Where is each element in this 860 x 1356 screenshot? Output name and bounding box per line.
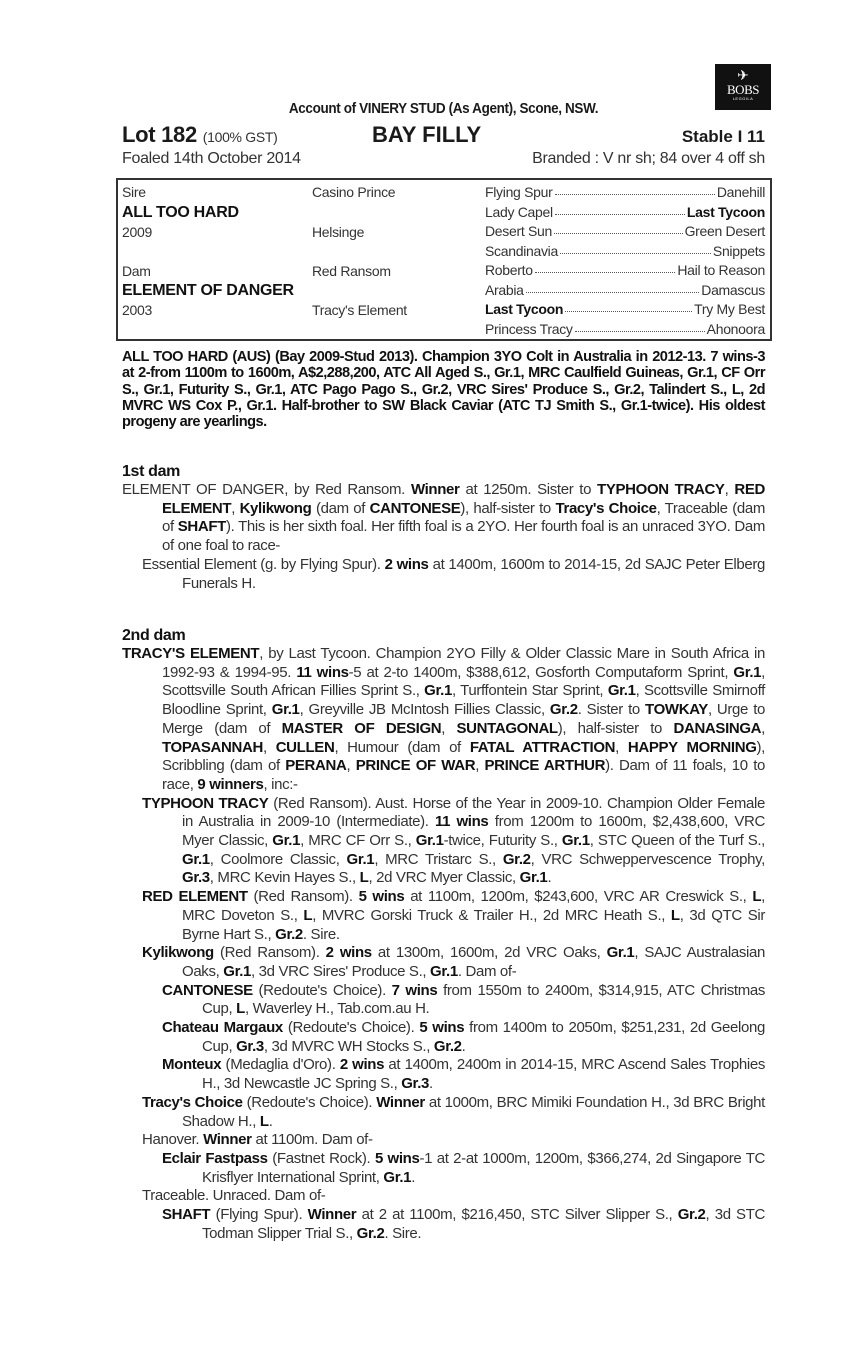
text: , inc:- xyxy=(263,775,298,793)
text: , MRC Doveton S., xyxy=(182,888,765,924)
bold-text: Winner xyxy=(376,1093,425,1111)
bold-text: 9 winners xyxy=(197,775,264,793)
bold-text: CANTONESE xyxy=(162,981,253,999)
text: at 1400m, 1600m to 2014-15, 2d SAJC Peter Elberg Funerals H. xyxy=(182,555,766,592)
text: . Sire. xyxy=(384,1224,422,1242)
bold-text: Gr.1 xyxy=(383,1168,412,1186)
text: , VRC Schweppervescence Trophy, xyxy=(530,850,765,868)
text: (dam of xyxy=(311,499,370,517)
lot-title: BAY FILLY xyxy=(372,122,482,147)
bold-text: SHAFT xyxy=(177,518,226,536)
text: (Medaglia d'Oro). xyxy=(221,1056,340,1074)
text: . xyxy=(429,1075,433,1093)
pedigree-entry xyxy=(122,795,765,889)
bold-text: Gr.2 xyxy=(356,1224,385,1242)
bold-text: TYPHOON TRACY xyxy=(142,794,269,812)
text: ). This is her sixth foal. Her fifth foal is a 2YO. Her fourth foal is an unraced 3YO. Dam of one foal to race- xyxy=(162,518,765,555)
bold-text: Gr.1 xyxy=(607,682,636,700)
pedigree-entry xyxy=(122,645,765,795)
bold-text: Gr.1 xyxy=(430,962,458,980)
bold-text: Tracy's Choice xyxy=(555,499,657,517)
bold-text: Gr.1 xyxy=(223,962,252,980)
bold-text: Gr.1 xyxy=(271,701,300,719)
text: . xyxy=(411,1168,416,1186)
pedigree-entry xyxy=(122,1131,765,1150)
text: . xyxy=(547,869,552,887)
bold-text: DANASINGA xyxy=(673,719,762,737)
text: (Redoute's Choice). xyxy=(252,981,392,999)
stable-number: Stable I 11 xyxy=(681,127,765,146)
bold-text: 5 wins xyxy=(358,888,405,906)
bold-text: RED ELEMENT xyxy=(142,888,248,906)
text: Traceable. Unraced. Dam of- xyxy=(142,1187,326,1205)
text: at 1100m, 1200m, $243,600, VRC AR Creswick S., xyxy=(404,888,753,906)
bold-text: Gr.2 xyxy=(275,925,303,943)
dot-leader xyxy=(555,204,685,215)
text: (Fastnet Rock). xyxy=(267,1149,375,1167)
first-dam-section xyxy=(122,462,765,593)
text: , STC Queen of the Turf S., xyxy=(589,832,766,850)
second-dam-section xyxy=(122,626,765,1244)
pedigree-grandparent-row xyxy=(485,243,765,259)
ancestor-name: Last Tycoon xyxy=(485,301,564,317)
text: at 1000m, BRC Mimiki Foundation H., 3d BRC Bright Shadow H., xyxy=(182,1093,765,1130)
text: ELEMENT OF DANGER, by Red Ransom. xyxy=(122,481,411,498)
bold-text: Gr.3 xyxy=(182,869,210,887)
bold-text: Tracy's Choice xyxy=(142,1093,243,1111)
bold-text: 5 wins xyxy=(419,1019,465,1037)
text: at 1300m, 1600m, 2d VRC Oaks, xyxy=(371,944,607,962)
bold-text: SHAFT xyxy=(162,1206,211,1224)
text: , Waverley H., Tab.com.au H. xyxy=(244,1000,430,1018)
bold-text: 5 wins xyxy=(374,1149,420,1167)
text: , Scottsville South African Fillies Sprint S., xyxy=(162,663,765,700)
bold-text: Gr.1 xyxy=(272,832,301,850)
ancestor-sire: Danehill xyxy=(716,184,765,200)
bold-text: 2 wins xyxy=(384,555,429,573)
ancestor-sire: Hail to Reason xyxy=(677,262,765,278)
bold-text: Gr.1 xyxy=(561,832,590,850)
text: -5 at 2-to 1400m, $388,612, Gosforth Computaform Sprint, xyxy=(348,663,734,681)
bold-text: Gr.2 xyxy=(549,701,578,719)
bold-text: Gr.1 xyxy=(182,850,210,868)
ancestor-name: Scandinavia xyxy=(485,242,558,259)
pedigree-entry xyxy=(122,1019,765,1056)
bold-text: PERANA xyxy=(285,757,347,775)
text: (Redoute's Choice). xyxy=(242,1093,377,1111)
text: , Humour (dam of xyxy=(334,738,470,756)
text: , MRC Tristarc S., xyxy=(374,850,503,868)
bold-text: TOPASANNAH xyxy=(162,738,263,756)
text: (Red Ransom). xyxy=(247,888,359,906)
ancestor-name: Roberto xyxy=(485,262,533,278)
bold-text: Gr.1 xyxy=(519,869,548,887)
pedigree-grandparent-row xyxy=(485,282,765,298)
bold-text: 2 wins xyxy=(339,1056,385,1074)
sire-summary: ALL TOO HARD (AUS) (Bay 2009-Stud 2013). Champion 3YO Colt in Australia in 2012-13. 7 wins-3 at 2-from 1100m to 1600m, A$2,288,200, ATC All Aged S., Gr.1, MRC Caulfield Guineas, Gr.1, CF Orr S., Gr.1, Futurity S., Gr.1, ATC Pago Pago S., Gr.2, VRC Sires' Produce S., Gr.2, Talindert S., L, 2d MVRC WS Cox P., Gr.1. Half-brother to SW Black Caviar (ATC TJ Smith S., Gr.1-twice). His oldest progeny are yearlings. xyxy=(122,349,765,431)
bold-text: L xyxy=(236,1000,245,1018)
ancestor-name: Princess Tracy xyxy=(485,320,573,337)
text: , MVRC Gorski Truck & Trailer H., 2d MRC Heath S., xyxy=(312,906,671,924)
text: ), half-sister to xyxy=(557,719,674,737)
pedigree-entry xyxy=(122,982,765,1019)
bold-text: SUNTAGONAL xyxy=(456,719,558,737)
ancestor-sire: Try My Best xyxy=(694,301,765,317)
logo-text: BOBS xyxy=(727,82,759,97)
bold-text: RED ELEMENT xyxy=(162,481,765,517)
text: , xyxy=(262,738,276,756)
text: at 2 at 1100m, $216,450, STC Silver Slipper S., xyxy=(356,1206,678,1224)
bold-text: Gr.2 xyxy=(502,850,531,868)
text: , MRC Kevin Hayes S., xyxy=(209,869,360,887)
lot-header xyxy=(122,122,765,148)
dot-leader xyxy=(560,243,711,254)
pedigree-entry xyxy=(122,888,765,944)
bold-text: L xyxy=(359,869,369,887)
text: at 1250m. Sister to xyxy=(459,481,598,498)
text: . Sire. xyxy=(302,925,340,943)
bold-text: CULLEN xyxy=(275,738,335,756)
bold-text: TOWKAY xyxy=(645,701,708,719)
dam-name: ELEMENT OF DANGER xyxy=(122,282,294,299)
bold-text: MASTER OF DESIGN xyxy=(281,719,442,737)
bold-text: Gr.2 xyxy=(433,1037,462,1055)
pedigree-entry xyxy=(122,1150,765,1187)
bold-text: CANTONESE xyxy=(369,499,461,517)
text: ), half-sister to xyxy=(460,499,556,517)
pedigree-grandparent-row xyxy=(485,262,765,278)
bold-text: Gr.1 xyxy=(424,682,452,700)
bold-text: 11 wins xyxy=(296,663,349,681)
gst-note: (100% GST) xyxy=(202,129,278,145)
bold-text: Winner xyxy=(410,481,460,498)
dot-leader xyxy=(565,301,692,312)
text: , 3d QTC Sir Byrne Hart S., xyxy=(182,906,765,943)
dot-leader xyxy=(555,184,715,195)
text: Hanover. xyxy=(142,1131,204,1149)
text: at 1100m. Dam of- xyxy=(251,1131,373,1149)
bold-text: Winner xyxy=(307,1206,357,1224)
text: . Dam of- xyxy=(457,962,517,980)
bold-text: Monteux xyxy=(162,1056,222,1074)
dam-year: 2003 xyxy=(122,302,152,318)
pedigree-table xyxy=(116,178,772,341)
bold-text: L xyxy=(752,888,762,906)
bold-text: HAPPY MORNING xyxy=(627,738,757,756)
text: , MRC CF Orr S., xyxy=(300,832,416,850)
text: , xyxy=(441,719,457,737)
ancestor-name: Desert Sun xyxy=(485,223,553,239)
text: , 2d VRC Myer Classic, xyxy=(368,869,520,887)
text: , SAJC Australasian Oaks, xyxy=(182,944,765,980)
bold-text: Gr.1 xyxy=(606,944,635,962)
bold-text: L xyxy=(670,906,680,924)
sire-label: Sire xyxy=(122,184,146,200)
text: , Coolmore Classic, xyxy=(209,850,347,868)
text: , xyxy=(761,719,765,737)
pedigree-grandparent-row xyxy=(485,223,765,239)
ancestor-name: Arabia xyxy=(485,281,524,298)
text: , 3d VRC Sires' Produce S., xyxy=(251,962,431,980)
text: . Sister to xyxy=(577,701,646,719)
pedigree-entry xyxy=(122,944,765,981)
ancestor-sire: Damascus xyxy=(701,281,765,298)
text: , Turffontein Star Sprint, xyxy=(451,682,608,700)
bird-icon: ✈ xyxy=(737,67,749,83)
text: ). Dam of 11 foals, 10 to race, xyxy=(162,757,766,793)
text: . xyxy=(268,1112,273,1130)
dam-sire: Red Ransom xyxy=(312,263,391,279)
pedigree-entry xyxy=(122,481,765,556)
ancestor-name: Lady Capel xyxy=(485,203,553,220)
dot-leader xyxy=(575,321,705,332)
dam-label: Dam xyxy=(122,263,151,279)
bold-text: Gr.1 xyxy=(346,850,375,868)
bold-text: Gr.1 xyxy=(733,663,762,681)
pedigree-grandparent-row xyxy=(485,204,765,220)
dot-leader xyxy=(535,262,676,273)
vendor-account: Account of VINERY STUD (As Agent), Scone, NSW. xyxy=(288,100,599,117)
bold-text: 2 wins xyxy=(325,944,372,962)
bold-text: 7 wins xyxy=(391,981,438,999)
ancestor-name: Flying Spur xyxy=(485,184,553,200)
ancestor-sire: Snippets xyxy=(712,242,765,259)
pedigree-grandparent-row xyxy=(485,184,765,200)
bold-text: PRINCE ARTHUR xyxy=(484,757,606,775)
bold-text: Gr.3 xyxy=(401,1075,430,1093)
text: , Greyville JB McIntosh Fillies Classic, xyxy=(299,701,550,719)
bold-text: TRACY'S ELEMENT xyxy=(122,645,260,662)
text: from 1200m to 1600m, $2,438,600, VRC Myer Classic, xyxy=(182,813,765,850)
text: -twice, Futurity S., xyxy=(443,832,562,850)
text: ), Scribbling (dam of xyxy=(162,738,765,775)
text: Essential Element (g. by Flying Spur). xyxy=(142,555,385,573)
logo-subtext: LEGGILA xyxy=(732,96,754,101)
bold-text: L xyxy=(259,1112,269,1130)
text: from 1400m to 2050m, $251,231, 2d Geelong Cup, xyxy=(202,1019,766,1055)
text: (Flying Spur). xyxy=(210,1206,308,1224)
bold-text: L xyxy=(303,906,313,924)
text: (Red Ransom). xyxy=(213,944,326,962)
pedigree-grandparent-row xyxy=(485,301,765,317)
brand-info: Branded : V nr sh; 84 over 4 off sh xyxy=(532,150,765,167)
bold-text: Gr.2 xyxy=(677,1206,706,1224)
sire-dam: Helsinge xyxy=(312,224,365,240)
text: (Redoute's Choice). xyxy=(282,1019,420,1037)
pedigree-grandparent-row xyxy=(485,321,765,337)
text: , 3d MVRC WH Stocks S., xyxy=(263,1037,434,1055)
bold-text: Kylikwong xyxy=(239,499,312,517)
bold-text: FATAL ATTRACTION xyxy=(469,738,616,756)
text: at 1400m, 2400m in 2014-15, MRC Ascend Sales Trophies H., 3d Newcastle JC Spring S., xyxy=(202,1056,766,1093)
text: , xyxy=(346,757,356,775)
bold-text: Chateau Margaux xyxy=(162,1019,283,1037)
text: , xyxy=(615,738,628,756)
text: , Traceable (dam of xyxy=(162,499,765,536)
text: from 1550m to 2400m, $314,915, ATC Christmas Cup, xyxy=(202,981,766,1018)
bold-text: Gr.3 xyxy=(236,1037,264,1055)
pedigree-entry xyxy=(122,556,765,593)
text: , xyxy=(231,499,240,517)
text: (Red Ransom). Aust. Horse of the Year in 2009-10. Champion Older Female in Australia in 2009-10 (Intermediate). xyxy=(182,794,765,831)
text: , by Last Tycoon. Champion 2YO Filly & Older Classic Mare in South Africa in 1992-93 & 1994-95. xyxy=(162,645,765,681)
text: , Scottsville Smirnoff Bloodline Sprint, xyxy=(162,682,765,719)
foaled-date: Foaled 14th October 2014 xyxy=(122,150,301,167)
ancestor-sire: Last Tycoon xyxy=(686,203,765,220)
bold-text: Gr.1 xyxy=(415,832,444,850)
ancestor-sire: Ahonoora xyxy=(706,320,765,337)
section-heading: 2nd dam xyxy=(122,627,186,644)
lot-label: Lot 182 xyxy=(122,122,197,147)
bold-text: Winner xyxy=(203,1131,252,1149)
text: , xyxy=(724,481,735,498)
pedigree-entry xyxy=(122,1056,765,1093)
sire-year: 2009 xyxy=(122,224,152,240)
lot-number xyxy=(122,122,278,148)
dam-dam: Tracy's Element xyxy=(312,302,407,318)
bold-text: TYPHOON TRACY xyxy=(597,481,725,498)
ancestor-sire: Green Desert xyxy=(684,223,765,239)
text: , xyxy=(475,757,485,775)
section-heading: 1st dam xyxy=(122,463,181,480)
text: -1 at 2-at 1000m, 1200m, $366,274, 2d Singapore TC Krisflyer International Sprint, xyxy=(202,1149,766,1186)
dot-leader xyxy=(526,282,700,293)
foal-info xyxy=(122,150,765,168)
dot-leader xyxy=(554,223,683,234)
pedigree-entry xyxy=(122,1187,765,1206)
bold-text: Kylikwong xyxy=(142,944,214,962)
bold-text: PRINCE OF WAR xyxy=(355,757,476,775)
pedigree-entry xyxy=(122,1206,765,1243)
text: , 3d STC Todman Slipper Trial S., xyxy=(202,1206,765,1242)
bold-text: Eclair Fastpass xyxy=(162,1149,268,1167)
bold-text: 11 wins xyxy=(434,813,489,831)
pedigree-entry xyxy=(122,1094,765,1131)
sire-sire: Casino Prince xyxy=(312,184,396,200)
text: , Urge to Merge (dam of xyxy=(162,701,766,737)
sire-name: ALL TOO HARD xyxy=(122,204,239,221)
text: . xyxy=(461,1037,466,1055)
